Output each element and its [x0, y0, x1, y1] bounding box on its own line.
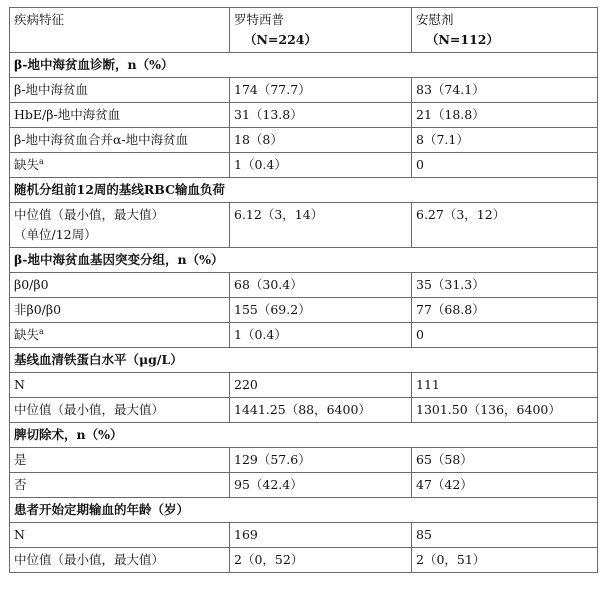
row-label [10, 128, 230, 153]
row-label-text: 缺失 [14, 157, 40, 172]
row-label [10, 273, 230, 298]
row-label [10, 203, 230, 248]
row-label [10, 523, 230, 548]
placebo-value: 21（18.8） [412, 103, 598, 128]
header-row [10, 8, 598, 53]
luspatercept-value: 95（42.4） [230, 473, 412, 498]
row-label-text: 中位值（最小值，最大值） [14, 207, 165, 222]
row-label [10, 103, 230, 128]
table-row [10, 448, 598, 473]
luspatercept-value: 1441.25（88，6400） [230, 398, 412, 423]
placebo-value: 83（74.1） [412, 78, 598, 103]
row-label-text: 非β0/β0 [14, 302, 62, 317]
luspatercept-value: 18（8） [230, 128, 412, 153]
header-placebo [412, 8, 598, 53]
table-row [10, 298, 598, 323]
table-body [10, 8, 598, 573]
placebo-value: 47（42） [412, 473, 598, 498]
header-placebo-n: （N=112） [426, 32, 499, 47]
luspatercept-value: 1（0.4） [230, 153, 412, 178]
table-row [10, 203, 598, 248]
luspatercept-value: 169 [230, 523, 412, 548]
row-label-text: N [14, 377, 25, 392]
table-row [10, 523, 598, 548]
row-label-text: β-地中海贫血合并α-地中海贫血 [14, 132, 189, 147]
placebo-value: 111 [412, 373, 598, 398]
row-label-text: HbE/β-地中海贫血 [14, 107, 121, 122]
luspatercept-value: 155（69.2） [230, 298, 412, 323]
header-disease-feature: 疾病特征 [10, 8, 230, 53]
row-label [10, 323, 230, 348]
luspatercept-value: 1（0.4） [230, 323, 412, 348]
footnote-marker: a [39, 326, 44, 336]
row-label-text: 缺失 [14, 327, 40, 342]
placebo-value: 65（58） [412, 448, 598, 473]
table-row [10, 323, 598, 348]
section-title: 患者开始定期输血的年龄（岁） [10, 498, 598, 523]
section-header-row [10, 498, 598, 523]
table-row [10, 153, 598, 178]
section-header-row [10, 423, 598, 448]
baseline-characteristics-table [9, 7, 598, 573]
luspatercept-value: 220 [230, 373, 412, 398]
placebo-value: 2（0，51） [412, 548, 598, 573]
row-label [10, 153, 230, 178]
table-row [10, 398, 598, 423]
table-row [10, 78, 598, 103]
table-row [10, 548, 598, 573]
section-title: β-地中海贫血诊断，n（%） [10, 53, 598, 78]
table-row [10, 103, 598, 128]
row-label-text: 否 [14, 477, 27, 492]
luspatercept-value: 6.12（3，14） [230, 203, 412, 248]
row-label-text: 是 [14, 452, 27, 467]
row-label-text: β0/β0 [14, 277, 49, 292]
luspatercept-value: 68（30.4） [230, 273, 412, 298]
section-header-row [10, 248, 598, 273]
header-luspatercept-label: 罗特西普 [234, 12, 285, 27]
luspatercept-value: 129（57.6） [230, 448, 412, 473]
luspatercept-value: 31（13.8） [230, 103, 412, 128]
luspatercept-value: 2（0，52） [230, 548, 412, 573]
row-label [10, 473, 230, 498]
header-placebo-label: 安慰剂 [416, 12, 454, 27]
row-label-text: N [14, 527, 25, 542]
row-label [10, 448, 230, 473]
row-label [10, 298, 230, 323]
row-label [10, 398, 230, 423]
row-label-unit: （单位/12周） [14, 227, 97, 242]
section-header-row [10, 178, 598, 203]
placebo-value: 6.27（3，12） [412, 203, 598, 248]
placebo-value: 85 [412, 523, 598, 548]
placebo-value: 8（7.1） [412, 128, 598, 153]
placebo-value: 1301.50（136，6400） [412, 398, 598, 423]
placebo-value: 77（68.8） [412, 298, 598, 323]
footnote-marker: a [39, 156, 44, 166]
section-title: β-地中海贫血基因突变分组，n（%） [10, 248, 598, 273]
section-title: 随机分组前12周的基线RBC输血负荷 [10, 178, 598, 203]
row-label-text: 中位值（最小值，最大值） [14, 552, 165, 567]
row-label [10, 548, 230, 573]
table-row [10, 273, 598, 298]
section-header-row [10, 53, 598, 78]
placebo-value: 35（31.3） [412, 273, 598, 298]
placebo-value: 0 [412, 323, 598, 348]
table-row [10, 373, 598, 398]
row-label [10, 373, 230, 398]
table-row [10, 128, 598, 153]
section-header-row [10, 348, 598, 373]
placebo-value: 0 [412, 153, 598, 178]
header-luspatercept [230, 8, 412, 53]
row-label [10, 78, 230, 103]
table-row [10, 473, 598, 498]
section-title: 脾切除术，n（%） [10, 423, 598, 448]
luspatercept-value: 174（77.7） [230, 78, 412, 103]
header-luspatercept-n: （N=224） [244, 32, 317, 47]
row-label-text: 中位值（最小值，最大值） [14, 402, 165, 417]
row-label-text: β-地中海贫血 [14, 82, 88, 97]
section-title: 基线血清铁蛋白水平（μg/L） [10, 348, 598, 373]
